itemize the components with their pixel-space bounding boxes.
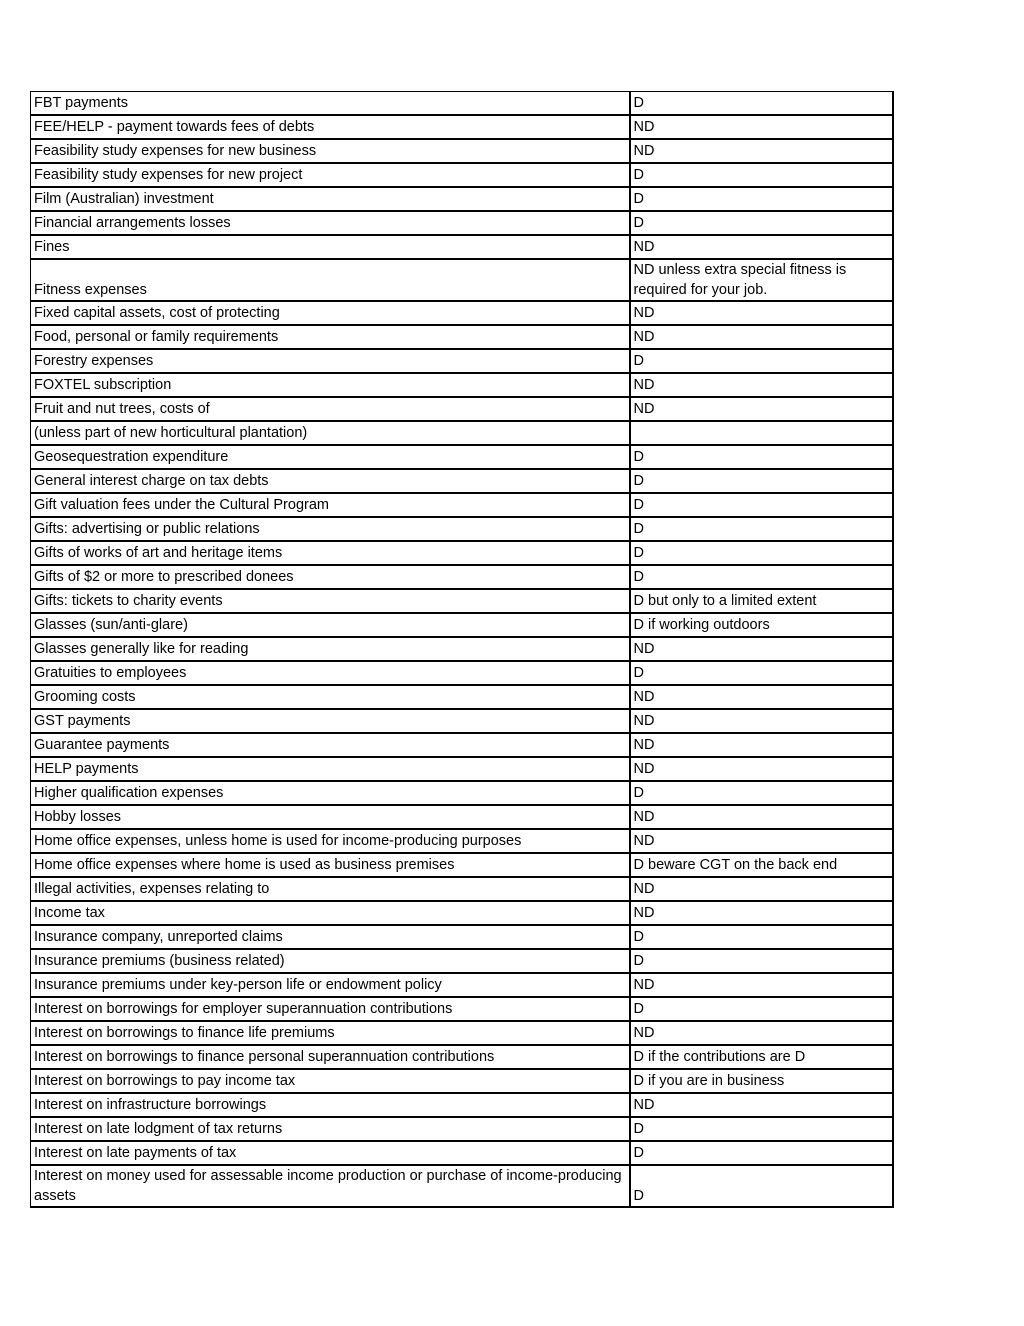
table-row [31, 397, 893, 421]
expense-item-cell: Glasses generally like for reading [31, 637, 630, 661]
expense-item-cell: Grooming costs [31, 685, 630, 709]
table-row [31, 637, 893, 661]
expense-item-cell: Insurance company, unreported claims [31, 925, 630, 949]
table-row [31, 565, 893, 589]
expense-item-cell: Gifts of $2 or more to prescribed donees [31, 565, 630, 589]
table-row [31, 445, 893, 469]
deductibility-cell: ND [630, 973, 893, 997]
deductibility-cell: D [630, 997, 893, 1021]
table-row [31, 829, 893, 853]
expense-item-cell: Interest on money used for assessable income production or purchase of income-producing assets [31, 1165, 630, 1207]
expense-item-cell: Gifts: advertising or public relations [31, 517, 630, 541]
expense-item-cell: Geosequestration expenditure [31, 445, 630, 469]
deductibility-cell: ND [630, 877, 893, 901]
deductibility-cell: D [630, 565, 893, 589]
deductibility-cell: ND [630, 325, 893, 349]
expense-item-cell: FBT payments [31, 92, 630, 116]
expense-item-cell: Gift valuation fees under the Cultural Program [31, 493, 630, 517]
expense-item-cell: General interest charge on tax debts [31, 469, 630, 493]
table-row [31, 1069, 893, 1093]
expense-item-cell: Guarantee payments [31, 733, 630, 757]
table-row [31, 325, 893, 349]
expense-item-cell: Forestry expenses [31, 349, 630, 373]
expense-item-cell: Illegal activities, expenses relating to [31, 877, 630, 901]
deductibility-cell: D [630, 1165, 893, 1207]
table-row [31, 421, 893, 445]
deductibility-cell: ND [630, 829, 893, 853]
deductibility-cell: D [630, 92, 893, 116]
deductions-table [30, 91, 894, 1208]
table-row [31, 781, 893, 805]
expense-item-cell: FOXTEL subscription [31, 373, 630, 397]
expense-item-cell: Interest on borrowings for employer superannuation contributions [31, 997, 630, 1021]
table-row [31, 493, 893, 517]
deductibility-cell: D [630, 1117, 893, 1141]
expense-item-cell: Interest on borrowings to finance personal superannuation contributions [31, 1045, 630, 1069]
table-row [31, 139, 893, 163]
table-row [31, 163, 893, 187]
expense-item-cell: Home office expenses where home is used as business premises [31, 853, 630, 877]
table-row [31, 805, 893, 829]
deductibility-cell: ND [630, 1021, 893, 1045]
expense-item-cell: Fruit and nut trees, costs of [31, 397, 630, 421]
table-row [31, 589, 893, 613]
expense-item-cell: Interest on late lodgment of tax returns [31, 1117, 630, 1141]
table-row [31, 1093, 893, 1117]
deductibility-cell: ND [630, 637, 893, 661]
expense-item-cell: Gifts: tickets to charity events [31, 589, 630, 613]
deductibility-cell: ND [630, 235, 893, 259]
deductibility-cell: D [630, 1141, 893, 1165]
deductibility-cell: D [630, 781, 893, 805]
table-row [31, 709, 893, 733]
deductibility-cell: ND [630, 709, 893, 733]
deductibility-cell: D [630, 469, 893, 493]
table-row [31, 1021, 893, 1045]
table-row [31, 301, 893, 325]
expense-item-cell: Interest on borrowings to pay income tax [31, 1069, 630, 1093]
expense-item-cell: Gifts of works of art and heritage items [31, 541, 630, 565]
expense-item-cell: Fitness expenses [31, 259, 630, 301]
expense-item-cell: Feasibility study expenses for new project [31, 163, 630, 187]
table-row [31, 1165, 893, 1207]
deductibility-cell: D [630, 541, 893, 565]
table-row [31, 187, 893, 211]
deductibility-cell: D if the contributions are D [630, 1045, 893, 1069]
deductibility-cell: D [630, 187, 893, 211]
deductibility-cell: ND [630, 115, 893, 139]
table-row [31, 373, 893, 397]
table-row [31, 613, 893, 637]
table-row [31, 259, 893, 301]
deductibility-cell: D [630, 661, 893, 685]
table-row [31, 925, 893, 949]
table-row [31, 877, 893, 901]
table-row [31, 901, 893, 925]
table-row [31, 235, 893, 259]
deductibility-cell: ND [630, 685, 893, 709]
expense-item-cell: Food, personal or family requirements [31, 325, 630, 349]
expense-item-cell: Insurance premiums (business related) [31, 949, 630, 973]
expense-item-cell: Fixed capital assets, cost of protecting [31, 301, 630, 325]
expense-item-cell: Feasibility study expenses for new business [31, 139, 630, 163]
expense-item-cell: Interest on borrowings to finance life premiums [31, 1021, 630, 1045]
table-row [31, 541, 893, 565]
table-row [31, 92, 893, 116]
deductibility-cell: ND [630, 1093, 893, 1117]
expense-item-cell: Fines [31, 235, 630, 259]
deductions-table-body [31, 92, 893, 1208]
deductibility-cell: ND unless extra special fitness is required for your job. [630, 259, 893, 301]
deductibility-cell: D [630, 211, 893, 235]
table-row [31, 211, 893, 235]
table-row [31, 1045, 893, 1069]
deductibility-cell: D but only to a limited extent [630, 589, 893, 613]
deductibility-cell: D [630, 493, 893, 517]
table-row [31, 1141, 893, 1165]
expense-item-cell: GST payments [31, 709, 630, 733]
deductibility-cell: D [630, 445, 893, 469]
table-row [31, 469, 893, 493]
expense-item-cell: Film (Australian) investment [31, 187, 630, 211]
deductibility-cell: ND [630, 139, 893, 163]
table-row [31, 1117, 893, 1141]
expense-item-cell: Interest on infrastructure borrowings [31, 1093, 630, 1117]
expense-item-cell: (unless part of new horticultural plantation) [31, 421, 630, 445]
table-row [31, 115, 893, 139]
deductibility-cell: ND [630, 301, 893, 325]
deductibility-cell: D [630, 349, 893, 373]
deductibility-cell [630, 421, 893, 445]
expense-item-cell: Insurance premiums under key-person life or endowment policy [31, 973, 630, 997]
expense-item-cell: Home office expenses, unless home is used for income-producing purposes [31, 829, 630, 853]
expense-item-cell: Interest on late payments of tax [31, 1141, 630, 1165]
table-row [31, 949, 893, 973]
table-row [31, 733, 893, 757]
table-row [31, 685, 893, 709]
table-row [31, 349, 893, 373]
expense-item-cell: Hobby losses [31, 805, 630, 829]
deductibility-cell: D [630, 925, 893, 949]
table-row [31, 517, 893, 541]
deductibility-cell: ND [630, 757, 893, 781]
expense-item-cell: Income tax [31, 901, 630, 925]
expense-item-cell: Gratuities to employees [31, 661, 630, 685]
deductibility-cell: ND [630, 805, 893, 829]
table-row [31, 997, 893, 1021]
expense-item-cell: Higher qualification expenses [31, 781, 630, 805]
deductibility-cell: ND [630, 901, 893, 925]
deductibility-cell: ND [630, 373, 893, 397]
table-row [31, 973, 893, 997]
deductibility-cell: ND [630, 733, 893, 757]
table-row [31, 661, 893, 685]
table-row [31, 757, 893, 781]
expense-item-cell: HELP payments [31, 757, 630, 781]
deductibility-cell: ND [630, 397, 893, 421]
deductibility-cell: D [630, 517, 893, 541]
deductibility-cell: D if you are in business [630, 1069, 893, 1093]
deductibility-cell: D if working outdoors [630, 613, 893, 637]
table-row [31, 853, 893, 877]
expense-item-cell: FEE/HELP - payment towards fees of debts [31, 115, 630, 139]
expense-item-cell: Financial arrangements losses [31, 211, 630, 235]
expense-item-cell: Glasses (sun/anti-glare) [31, 613, 630, 637]
deductibility-cell: D [630, 949, 893, 973]
deductibility-cell: D [630, 163, 893, 187]
deductibility-cell: D beware CGT on the back end [630, 853, 893, 877]
